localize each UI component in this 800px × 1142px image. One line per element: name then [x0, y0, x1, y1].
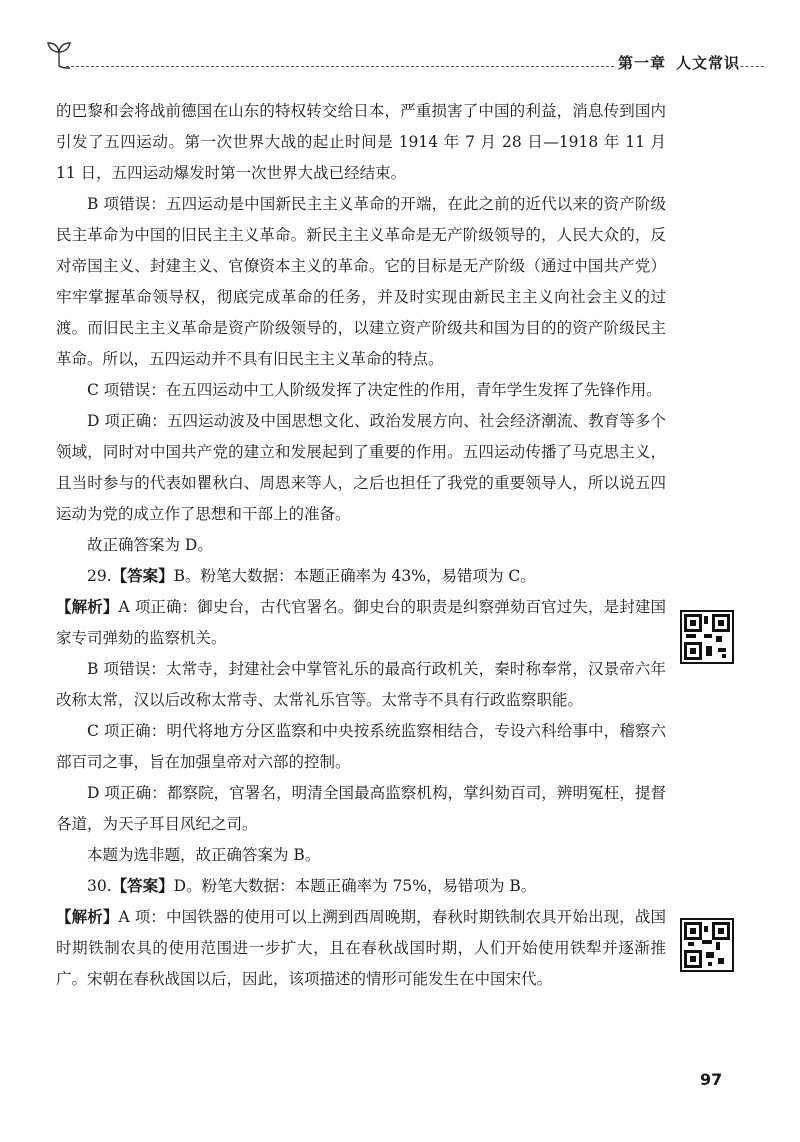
page-content	[56, 96, 666, 995]
question-number: 30.	[87, 877, 112, 895]
answer-tag: 【答案】	[111, 877, 174, 895]
paragraph: D 项正确：五四运动波及中国思想文化、政治发展方向、社会经济潮流、教育等多个领域，同时对中国共产党的建立和发展起到了重要的作用。五四运动传播了马克思主义，且当时参与的代表如瞿秋白、周恩来等人，之后也担任了我党的重要领导人，所以说五四运动为党的成立作了思想和干部上的准备。	[56, 412, 666, 523]
header-divider	[66, 66, 614, 67]
answer-text: D。粉笔大数据：本题正确率为 75%，易错项为 B。	[173, 877, 537, 895]
analysis-tag: 【解析】	[56, 598, 119, 616]
paragraph: C 项正确：明代将地方分区监察和中央按系统监察相结合，专设六科给事中，稽察六部百司之事，旨在加强皇帝对六部的控制。	[56, 722, 666, 771]
chapter-number: 第一章	[618, 54, 667, 72]
answer-tag: 【答案】	[111, 567, 174, 585]
answer-text: B。粉笔大数据：本题正确率为 43%，易错项为 C。	[173, 567, 536, 585]
analysis-text: A 项：中国铁器的使用可以上溯到西周晚期，春秋时期铁制农具开始出现，战国时期铁制农具的使用范围进一步扩大，且在春秋战国时期，人们开始使用铁犁并逐渐推广。宋朝在春秋战国以后，因此，该项描述的情形可能发生在中国宋代。	[56, 908, 666, 988]
page-number: 97	[700, 1070, 723, 1089]
paragraph: D 项正确：都察院，官署名，明清全国最高监察机构，掌纠劾百司，辨明冤枉，提督各道，为天子耳目风纪之司。	[56, 784, 666, 833]
q30-answer	[56, 871, 666, 902]
q30-analysis	[56, 902, 666, 995]
q29-answer	[56, 561, 666, 592]
header-divider-right	[730, 66, 764, 67]
qr-code-q29[interactable]	[680, 610, 734, 664]
question-number: 29.	[87, 567, 112, 585]
paragraph: 的巴黎和会将战前德国在山东的特权转交给日本，严重损害了中国的利益，消息传到国内引发了五四运动。第一次世界大战的起止时间是 1914 年 7 月 28 日—1918 年 11 月 11 日，五四运动爆发时第一次世界大战已经结束。	[56, 102, 666, 182]
chapter-section: 人文常识	[676, 54, 741, 72]
analysis-tag: 【解析】	[56, 908, 119, 926]
chapter-title	[618, 52, 750, 73]
paragraph: 本题为选非题，故正确答案为 B。	[87, 846, 321, 864]
paragraph: C 项错误：在五四运动中工人阶级发挥了决定性的作用，青年学生发挥了先锋作用。	[87, 381, 662, 399]
page-header	[44, 38, 764, 78]
paragraph: B 项错误：太常寺，封建社会中掌管礼乐的最高行政机关，秦时称奉常，汉景帝六年改称太常，汉以后改称太常寺、太常礼乐官等。太常寺不具有行政监察职能。	[56, 660, 666, 709]
paragraph: B 项错误：五四运动是中国新民主主义革命的开端，在此之前的近代以来的资产阶级民主革命为中国的旧民主主义革命。新民主主义革命是无产阶级领导的，人民大众的，反对帝国主义、封建主义、官僚资本主义的革命。它的目标是无产阶级（通过中国共产党）牢牢掌握革命领导权，彻底完成革命的任务，并及时实现由新民主主义向社会主义的过渡。而旧民主主义革命是资产阶级领导的，以建立资产阶级共和国为目的的资产阶级民主革命。所以，五四运动并不具有旧民主主义革命的特点。	[56, 195, 666, 368]
analysis-text: A 项正确：御史台，古代官署名。御史台的职责是纠察弹劾百官过失，是封建国家专司弹劾的监察机关。	[56, 598, 666, 647]
q29-analysis	[56, 592, 666, 654]
paragraph: 故正确答案为 D。	[87, 536, 213, 554]
qr-code-q30[interactable]	[680, 918, 734, 972]
